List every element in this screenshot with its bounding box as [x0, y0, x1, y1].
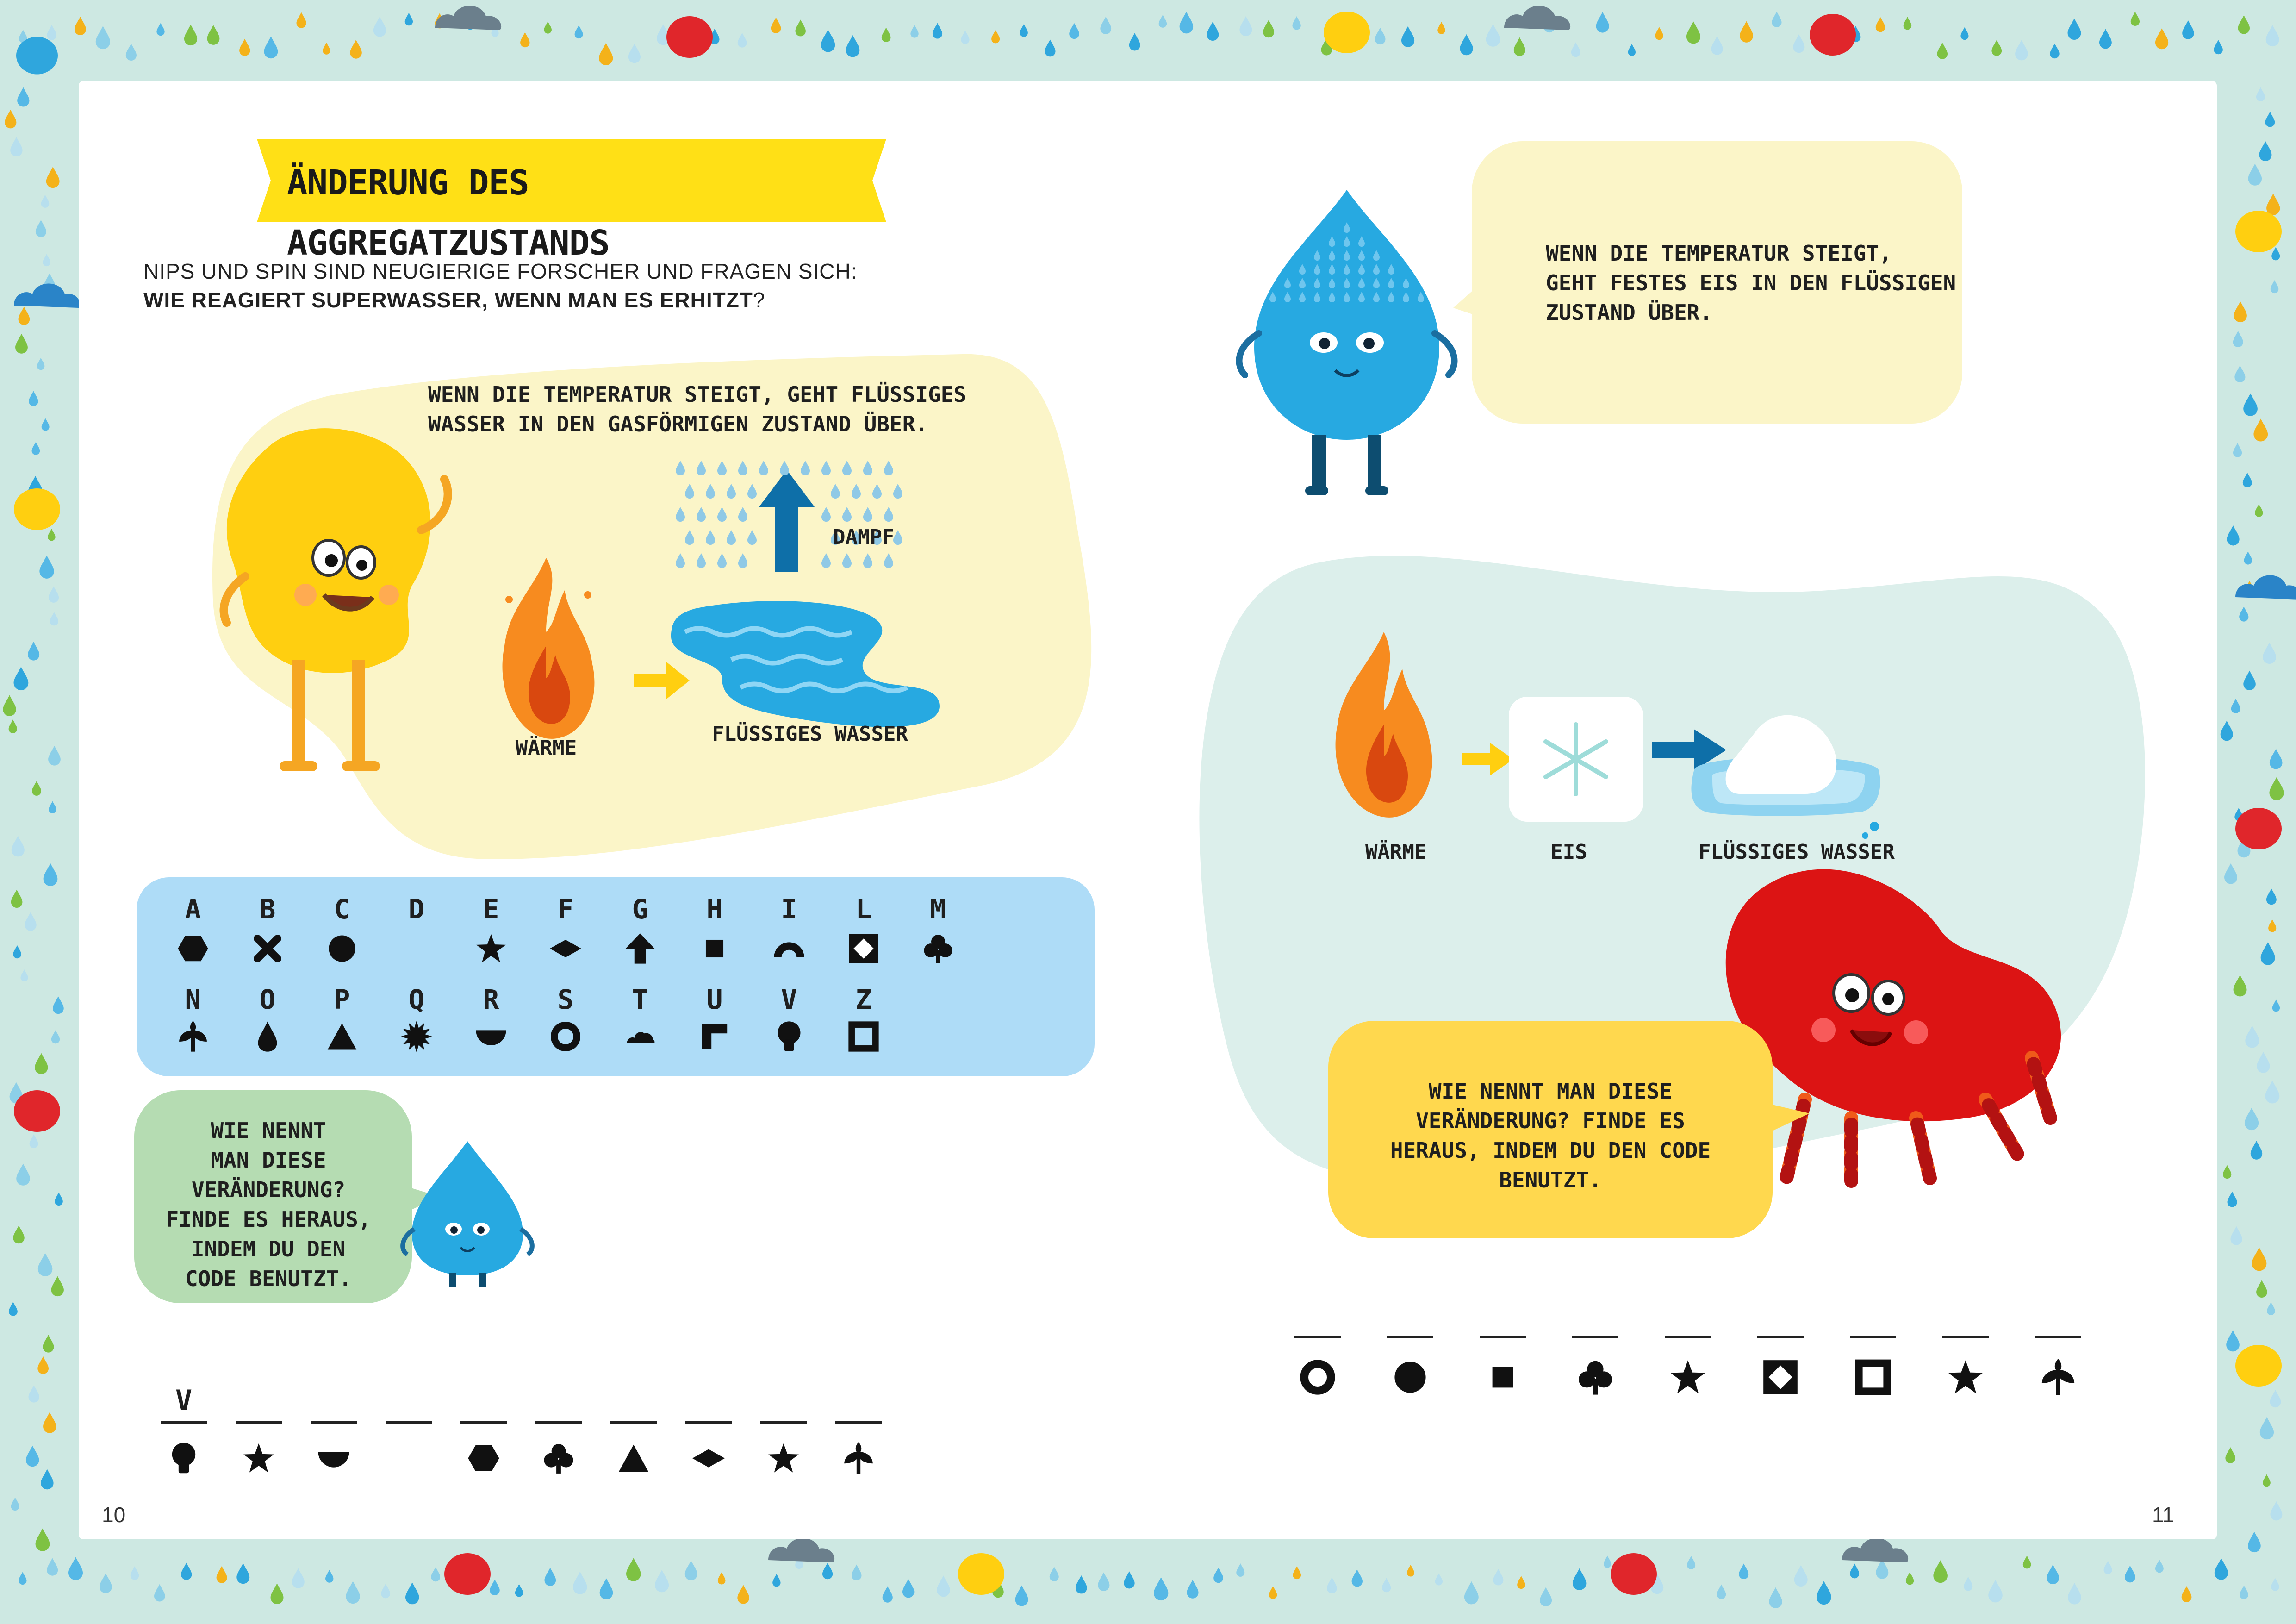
answer-blank-line: [835, 1421, 882, 1424]
answer-blank-line: [535, 1421, 582, 1424]
code-letter-m: M: [930, 893, 946, 925]
yellow-character-nips: [213, 419, 472, 789]
question-line: INDEM DU DEN: [191, 1237, 346, 1262]
starburst-icon: [401, 1021, 432, 1052]
corner-icon: [699, 1021, 730, 1052]
ice-label: EIS: [1550, 840, 1587, 864]
code-letter-e: E: [483, 893, 499, 925]
star-icon: [1669, 1359, 1706, 1396]
water-label: FLÜSSIGES WASSER: [1699, 840, 1895, 864]
small-square-icon: [699, 933, 730, 964]
club-icon: [922, 933, 954, 964]
intro-question-mark: ?: [753, 288, 765, 312]
answer-blank-line: [460, 1421, 507, 1424]
star-icon: [475, 933, 507, 964]
arch-icon: [773, 933, 805, 964]
intro-question: WIE REAGIERT SUPERWASSER, WENN MAN ES ERHITZT: [143, 288, 753, 312]
answer-blank-line: [236, 1421, 282, 1424]
bulb-icon: [168, 1442, 200, 1474]
question-line: WIE NENNT: [211, 1118, 326, 1143]
circle-icon: [1392, 1359, 1429, 1396]
melting-ice-icon: [1680, 701, 1884, 840]
sprout-icon: [842, 1442, 875, 1474]
question-line: HERAUS, INDEM DU DEN CODE: [1390, 1138, 1711, 1163]
small-square-icon: [1484, 1359, 1521, 1396]
answer-blank-line: [1294, 1336, 1341, 1338]
diamond-in-square-icon: [848, 933, 879, 964]
answer-blank-line: [161, 1421, 207, 1424]
heat-label: WÄRME: [1365, 840, 1427, 864]
code-letter-t: T: [632, 984, 648, 1015]
heat-label: WÄRME: [515, 736, 577, 760]
intro-line-2: [143, 286, 858, 314]
code-letter-d: D: [408, 893, 425, 925]
circle-icon: [326, 933, 358, 964]
question-line: VERÄNDERUNG?: [191, 1177, 346, 1202]
question-line: MAN DIESE: [211, 1148, 326, 1173]
answer-blank-line: [1387, 1336, 1433, 1338]
square-outline-icon: [1854, 1359, 1892, 1396]
answer-blank-line: [685, 1421, 732, 1424]
code-letter-v: V: [781, 984, 797, 1015]
answer-given-letter: V: [175, 1384, 193, 1417]
left-question-text: [139, 1116, 398, 1293]
right-question-text: [1342, 1076, 1759, 1195]
code-letter-r: R: [483, 984, 499, 1015]
fire-icon: [491, 553, 602, 743]
code-letter-h: H: [706, 893, 723, 925]
intro-text: [143, 257, 858, 314]
code-letter-f: F: [557, 893, 574, 925]
up-arrow-icon: [624, 933, 656, 964]
right-bubble-text: WENN DIE TEMPERATUR STEIGT, GEHT FESTES EIS IN DEN FLÜSSIGEN ZUSTAND ÜBER.: [1546, 241, 1956, 325]
water-label: FLÜSSIGES WASSER: [712, 722, 908, 746]
crescent-icon: [401, 933, 432, 964]
half-circle-icon: [317, 1442, 350, 1474]
answer-blank-line: [1572, 1336, 1618, 1338]
square-outline-icon: [848, 1021, 879, 1052]
fire-icon: [1324, 627, 1444, 822]
steam-icon: [671, 451, 912, 581]
diamond-in-square-icon: [1762, 1359, 1799, 1396]
half-circle-icon: [475, 1021, 507, 1052]
page-number-right: 11: [2152, 1503, 2174, 1527]
code-letter-i: I: [781, 893, 797, 925]
flat-diamond-icon: [550, 933, 581, 964]
code-letter-g: G: [632, 893, 648, 925]
ring-icon: [550, 1021, 581, 1052]
drop-icon: [252, 1021, 283, 1052]
star-icon: [243, 1442, 275, 1474]
answer-blank-line: [386, 1421, 432, 1424]
question-line: FINDE ES HERAUS,: [166, 1207, 371, 1232]
code-letter-a: A: [185, 893, 201, 925]
small-blue-drop-character: [393, 1137, 541, 1289]
code-letter-o: O: [259, 984, 276, 1015]
code-letter-z: Z: [855, 984, 872, 1015]
blue-drop-character-spin: [1226, 181, 1467, 514]
answer-blank-line: [610, 1421, 657, 1424]
flat-diamond-icon: [692, 1442, 725, 1474]
code-letter-b: B: [259, 893, 276, 925]
book-spread: [79, 81, 2217, 1539]
code-letter-s: S: [557, 984, 574, 1015]
answer-blank-line: [311, 1421, 357, 1424]
club-icon: [1577, 1359, 1614, 1396]
hexagon-icon: [467, 1442, 500, 1474]
code-letter-u: U: [706, 984, 723, 1015]
ring-icon: [1299, 1359, 1336, 1396]
code-letter-p: P: [334, 984, 350, 1015]
question-line: CODE BENUTZT.: [185, 1266, 352, 1291]
code-letter-q: Q: [408, 984, 425, 1015]
answer-blank-line: [1665, 1336, 1711, 1338]
triangle-icon: [617, 1442, 650, 1474]
code-letter-n: N: [185, 984, 201, 1015]
page-number-left: 10: [102, 1503, 126, 1527]
star-icon: [1947, 1359, 1984, 1396]
page-title: ÄNDERUNG DES AGGREGATZUSTANDS: [287, 163, 610, 263]
answer-blank-line: [1942, 1336, 1989, 1338]
arrow-right-icon: [1462, 743, 1513, 775]
cloud-icon: [624, 1021, 656, 1052]
steam-label: DAMPF: [833, 525, 895, 549]
cross-icon: [252, 933, 283, 964]
question-line: BENUTZT.: [1499, 1168, 1602, 1193]
answer-blank-line: [1480, 1336, 1526, 1338]
answer-blank-line: [760, 1421, 807, 1424]
triangle-icon: [326, 1021, 358, 1052]
crescent-icon: [392, 1442, 425, 1474]
answer-blank-line: [1850, 1336, 1896, 1338]
ice-cube-icon: [1509, 697, 1643, 822]
star-icon: [767, 1442, 800, 1474]
hexagon-icon: [177, 933, 209, 964]
question-line: WIE NENNT MAN DIESE: [1428, 1079, 1673, 1104]
intro-line-1: NIPS UND SPIN SIND NEUGIERIGE FORSCHER UND FRAGEN SICH:: [143, 259, 858, 283]
answer-blank-line: [1757, 1336, 1804, 1338]
sprout-icon: [177, 1021, 209, 1052]
code-letter-c: C: [334, 893, 350, 925]
sprout-icon: [2040, 1359, 2077, 1396]
bulb-icon: [773, 1021, 805, 1052]
left-bubble-text: WENN DIE TEMPERATUR STEIGT, GEHT FLÜSSIGES WASSER IN DEN GASFÖRMIGEN ZUSTAND ÜBER.: [428, 382, 967, 437]
code-letter-l: L: [855, 893, 872, 925]
answer-blank-line: [2035, 1336, 2081, 1338]
club-icon: [542, 1442, 575, 1474]
liquid-water-icon: [666, 595, 944, 729]
question-line: VERÄNDERUNG? FINDE ES: [1416, 1108, 1685, 1133]
